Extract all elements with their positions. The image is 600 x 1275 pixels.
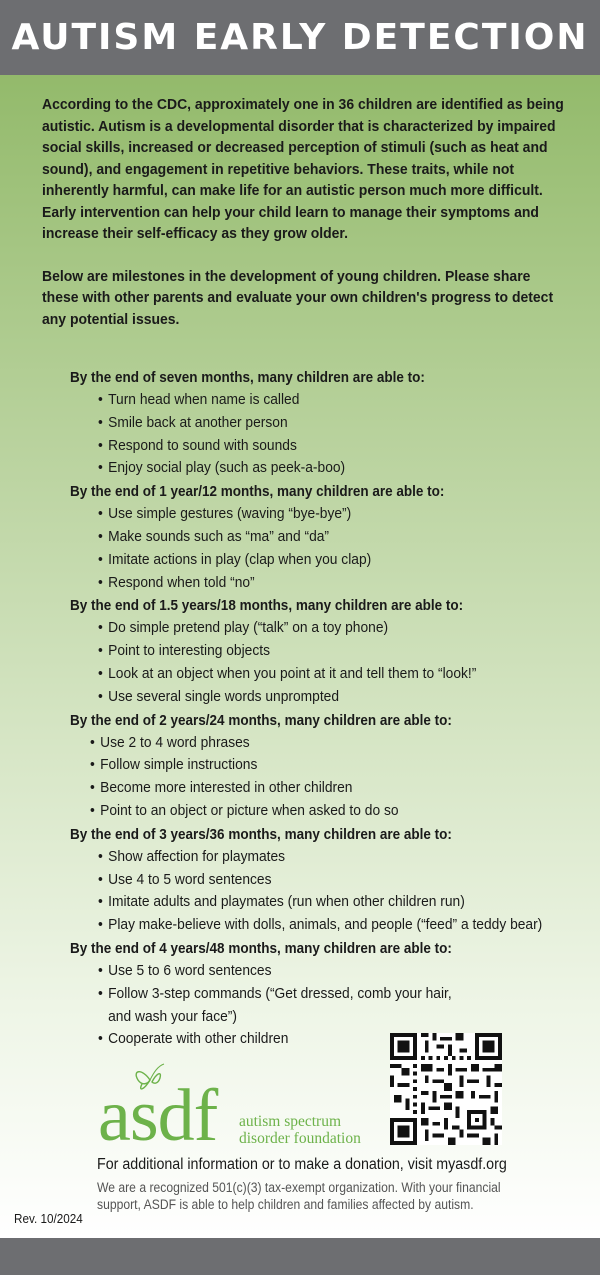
list-item: • Smile back at another person	[98, 413, 288, 431]
list-item: • Use simple gestures (waving “bye-bye”)	[98, 505, 352, 523]
list-item: • Imitate adults and playmates (run when other children run)	[98, 893, 465, 911]
tax-exempt-note: We are a recognized 501(c)(3) tax-exempt organization. With your financial support, ASDF is able to help children and families affected by autism.	[97, 1180, 501, 1212]
list-item: • Point to interesting objects	[98, 642, 270, 660]
milestone-group-24-months	[70, 709, 600, 823]
milestone-title: By the end of 4 years/48 months, many children are able to:	[70, 939, 452, 957]
list-item: • Point to an object or picture when asked to do so	[90, 801, 399, 819]
milestone-group-12-months	[70, 480, 600, 594]
logo-tagline-line2: disorder foundation	[239, 1130, 361, 1146]
milestone-group-36-months	[70, 823, 600, 937]
list-item: • Use several single words unprompted	[98, 687, 340, 705]
list-item: • Turn head when name is called	[98, 391, 300, 408]
list-item: • Look at an object when you point at it and tell them to “look!”	[98, 664, 477, 682]
header-bar	[0, 0, 600, 75]
list-item: • Follow simple instructions	[90, 756, 258, 774]
milestone-title: By the end of 1.5 years/18 months, many children are able to:	[70, 597, 464, 615]
intro-paragraph-1: According to the CDC, approximately one in 36 children are identified as being autistic. Autism is a developmental disorder that is characterized by impaired social skills, increased or decreased perception of stimuli (such as heat and sound), and engagement in repetitive behaviors. These traits, while not inherently harmful, can make life for an autistic person much more difficult. Early intervention can help your child learn to manage their symptoms and increase their self-efficacy as they grow older.	[42, 96, 564, 242]
list-item: • Play make-believe with dolls, animals, and people (“feed” a teddy bear)	[98, 916, 543, 934]
milestone-group-18-months	[70, 594, 600, 708]
list-item: • Imitate actions in play (clap when you clap)	[98, 550, 372, 568]
list-item: • Use 5 to 6 word sentences	[98, 961, 272, 979]
milestone-title: By the end of 3 years/36 months, many children are able to:	[70, 825, 452, 843]
intro-text	[42, 94, 570, 330]
footer-bar	[0, 1238, 600, 1275]
list-item: • Do simple pretend play (“talk” on a toy phone)	[98, 619, 389, 637]
list-item: • Follow 3-step commands (“Get dressed, comb your hair, and wash your face”)	[98, 984, 452, 1025]
donation-info: For additional information or to make a donation, visit myasdf.org	[97, 1156, 507, 1173]
logo-tagline-line1: autism spectrum	[239, 1113, 342, 1130]
milestone-title: By the end of 2 years/24 months, many children are able to:	[70, 711, 452, 729]
list-item: • Respond when told “no”	[98, 573, 255, 591]
list-item: • Make sounds such as “ma” and “da”	[98, 527, 330, 545]
list-item: • Respond to sound with sounds	[98, 436, 297, 454]
list-item: • Become more interested in other children	[90, 779, 353, 797]
logo-wordmark: asdf	[98, 1075, 218, 1146]
intro-paragraph-2: Below are milestones in the development of young children. Please share these with other parents and evaluate your own children's progress to detect any potential issues.	[42, 267, 554, 328]
qr-code-icon[interactable]	[390, 1033, 502, 1145]
milestone-group-7-months	[70, 366, 600, 480]
list-item: • Use 2 to 4 word phrases	[90, 733, 250, 751]
milestone-group-48-months	[70, 937, 600, 1051]
list-item: • Use 4 to 5 word sentences	[98, 870, 272, 888]
milestones-list	[70, 366, 600, 1051]
milestone-title: By the end of seven months, many children are able to:	[70, 369, 425, 386]
list-item: • Enjoy social play (such as peek-a-boo)	[98, 459, 346, 477]
revision-label: Rev. 10/2024	[14, 1211, 83, 1226]
page-title: AUTISM EARLY DETECTION	[11, 17, 589, 58]
milestone-title: By the end of 1 year/12 months, many children are able to:	[70, 483, 445, 501]
asdf-logo	[98, 1062, 388, 1146]
list-item: • Show affection for playmates	[98, 847, 286, 865]
list-item: • Cooperate with other children	[98, 1030, 289, 1048]
